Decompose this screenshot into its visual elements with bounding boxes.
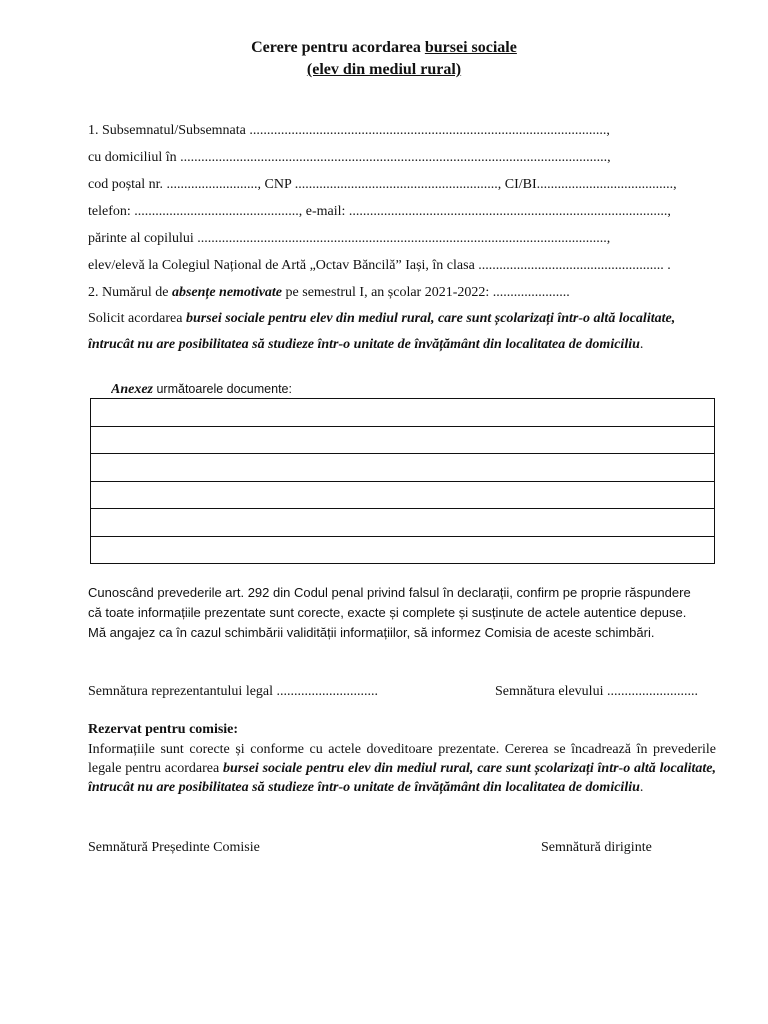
document-entry-cell[interactable] [91, 454, 715, 482]
document-entry-cell[interactable] [91, 399, 715, 427]
document-entry-cell[interactable] [91, 426, 715, 454]
declaration-line-2: că toate informațiile prezentate sunt corecte, exacte și complete și susținute de actele autentice depuse. [88, 605, 687, 620]
table-row[interactable] [91, 454, 715, 482]
table-row[interactable] [91, 509, 715, 537]
signature-class-teacher[interactable]: Semnătură diriginte [541, 840, 652, 855]
commission-heading: Rezervat pentru comisie: [88, 722, 239, 737]
document-entry-cell[interactable] [91, 509, 715, 537]
signature-commission-president[interactable]: Semnătură Președinte Comisie [88, 840, 260, 855]
table-row[interactable] [91, 426, 715, 454]
signature-student[interactable]: Semnătura elevului .......................... [495, 684, 698, 699]
signature-legal-representative[interactable]: Semnătura reprezentantului legal ............................. [88, 684, 379, 699]
annex-documents-table [90, 398, 715, 564]
table-row[interactable] [91, 399, 715, 427]
document-entry-cell[interactable] [91, 481, 715, 509]
annex-heading: Anexez următoarele documente: [111, 382, 292, 397]
document-title: Cerere pentru acordarea bursei sociale [251, 39, 517, 56]
request-line-1: Solicit acordarea bursei sociale pentru elev din mediul rural, care sunt școlarizați într-o altă localitate, [88, 311, 676, 326]
request-line-2: întrucât nu are posibilitatea să studieze într-o unitate de învățământ din localitatea de domiciliu. [88, 337, 644, 352]
declaration-line-1: Cunoscând prevederile art. 292 din Codul penal privind falsul în declarații, confirm pe proprie răspundere [88, 585, 691, 600]
document-subtitle: (elev din mediul rural) [306, 61, 462, 78]
field-parinte[interactable]: părinte al copilului ....................................................................................................................., [88, 231, 611, 246]
title-underlined: bursei sociale [424, 39, 517, 56]
table-row[interactable] [91, 536, 715, 564]
commission-text: Informațiile sunt corecte și conforme cu actele doveditoare prezentate. Cererea se încadrează în prevederile legale pentru acordarea bursei sociale pentru elev din mediul rural, care sunt școlarizați într-o altă localitate, întrucât nu are posibilitatea să studieze într-o unitate de învățământ din localitatea de domiciliu. [88, 742, 716, 795]
field-telefon-email[interactable]: telefon: ..............................................., e-mail: ..........................................................................................., [88, 204, 671, 219]
field-absente[interactable]: 2. Numărul de absențe nemotivate pe semestrul I, an școlar 2021-2022: ...................... [88, 285, 570, 300]
field-subsemnatul[interactable]: 1. Subsemnatul/Subsemnata ......................................................................................................, [88, 123, 610, 138]
field-elev-clasa[interactable]: elev/elevă la Colegiul Național de Artă „Octav Băncilă” Iași, în clasa ..................................................... . [88, 258, 671, 273]
declaration-line-3: Mă angajez ca în cazul schimbării validității informațiilor, să informez Comisia de aceste schimbări. [88, 625, 655, 640]
document-entry-cell[interactable] [91, 536, 715, 564]
field-cod-postal-cnp[interactable]: cod poștal nr. .........................., CNP .........................................................., CI/BI......................................., [88, 177, 677, 192]
field-domiciliu[interactable]: cu domiciliul în .........................................................................................................................., [88, 150, 611, 165]
table-row[interactable] [91, 481, 715, 509]
